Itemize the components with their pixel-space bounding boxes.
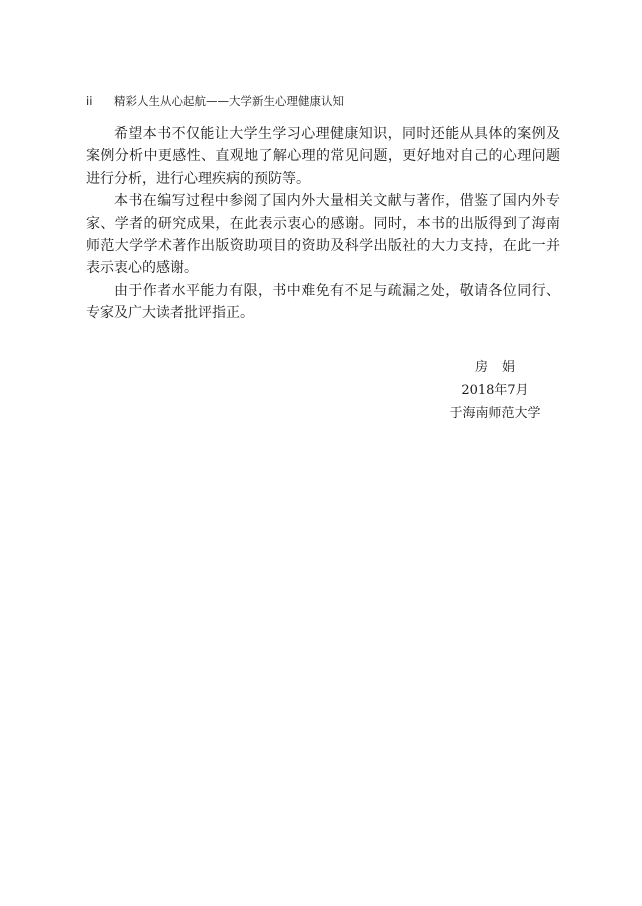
signature-block [440,356,550,425]
paragraph: 希望本书不仅能让大学生学习心理健康知识，同时还能从具体的案例及案例分析中更感性、直观地了解心理的常见问题，更好地对自己的心理问题进行分析，进行心理疾病的预防等。 [86,126,560,187]
author-name: 房娟 [474,360,529,375]
running-title: 精彩人生从心起航——大学新生心理健康认知 [114,94,344,108]
signature-affiliation: 于海南师范大学 [449,406,541,421]
paragraph: 由于作者水平能力有限，书中难免有不足与疏漏之处，敬请各位同行、专家及广大读者批评指正。 [86,282,560,322]
page-number: ii [86,94,93,108]
paragraph: 本书在编写过程中参阅了国内外大量相关文献与著作，借鉴了国内外专家、学者的研究成果，在此表示衷心的感谢。同时，本书的出版得到了海南师范大学学术著作出版资助项目的资助及科学出版社的大力支持，在此一并表示衷心的感谢。 [86,193,560,277]
preface-body [86,123,560,325]
signature-date: 2018年7月 [461,383,529,398]
page-header [86,92,566,110]
